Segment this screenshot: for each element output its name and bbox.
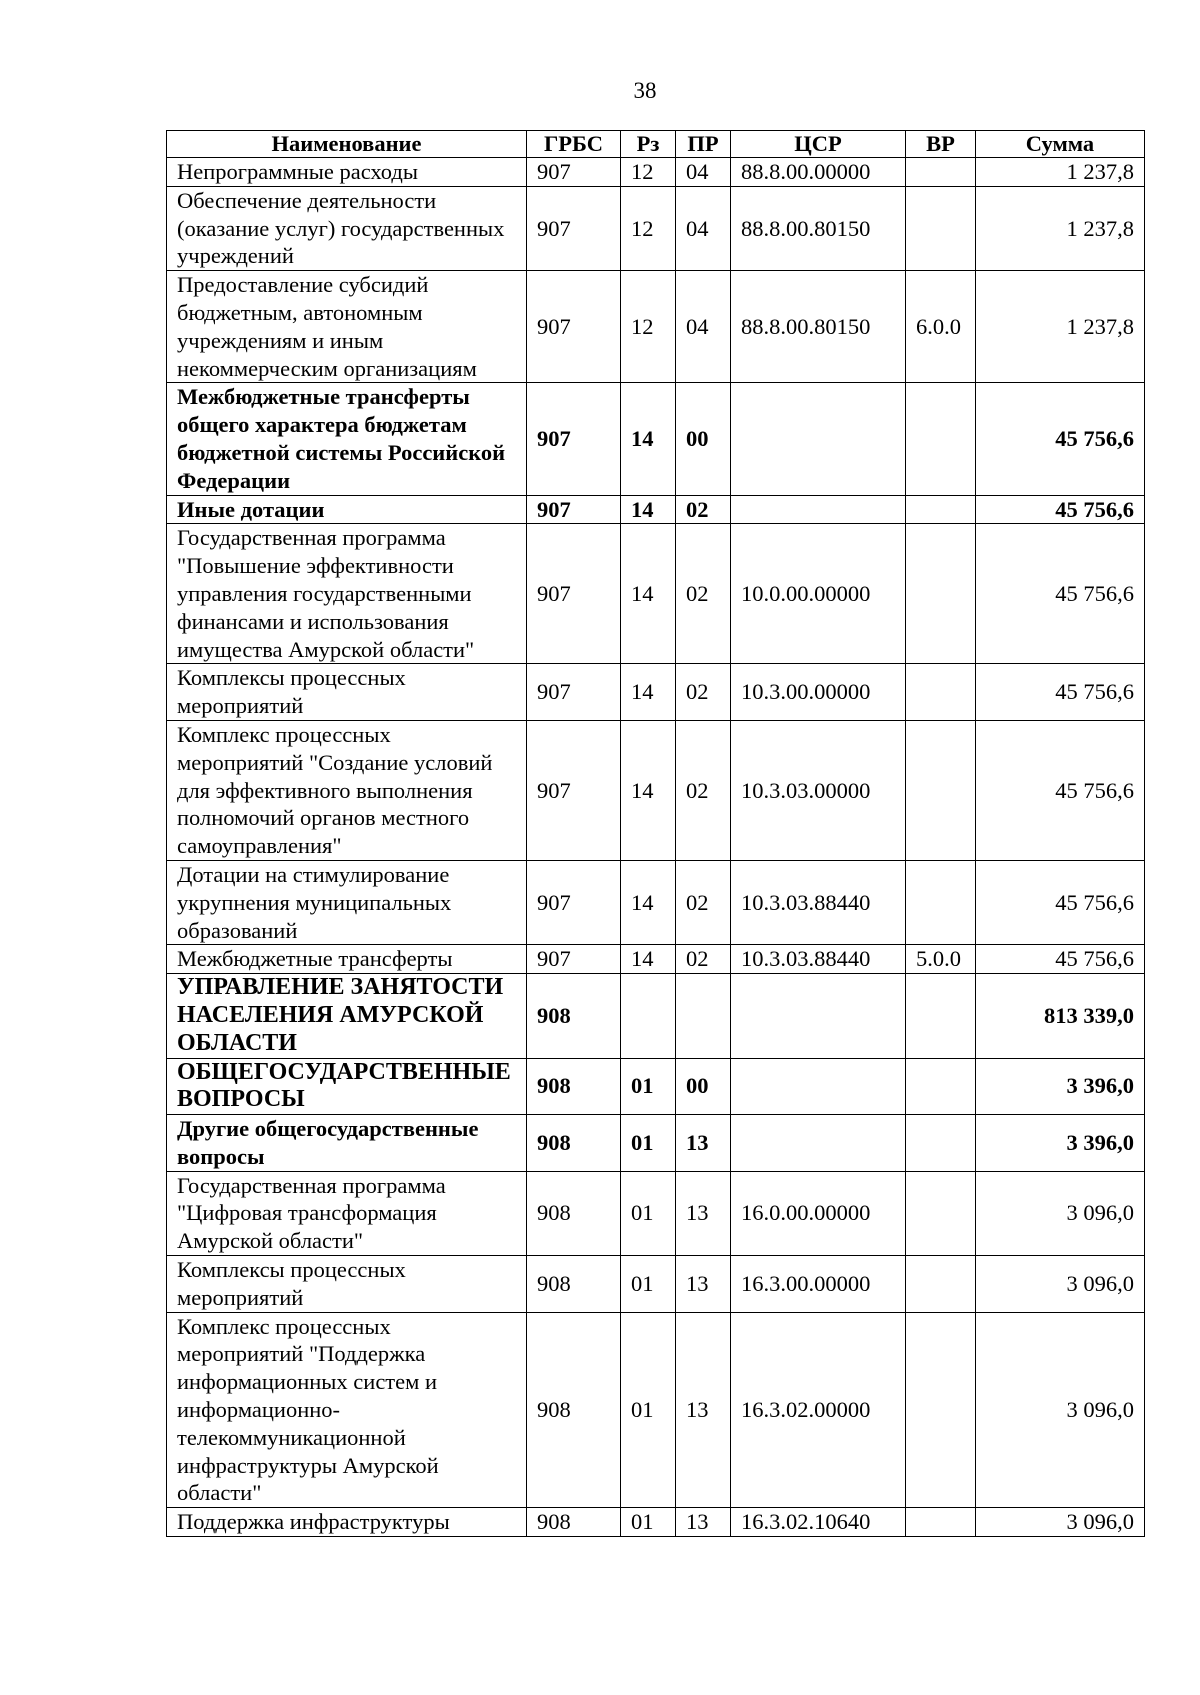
cell-grbs: 907: [527, 495, 621, 524]
cell-vr: [906, 1256, 976, 1313]
cell-rz: 01: [621, 1312, 676, 1508]
header-vr: ВР: [906, 131, 976, 158]
cell-grbs: 907: [527, 664, 621, 721]
table-row: [167, 974, 1145, 1058]
cell-pr: 04: [676, 158, 731, 187]
cell-pr: 02: [676, 664, 731, 721]
cell-csr: 88.8.00.80150: [731, 186, 906, 270]
table-row: [167, 664, 1145, 721]
cell-pr: 13: [676, 1115, 731, 1172]
cell-vr: [906, 860, 976, 944]
table-body: [167, 158, 1145, 1537]
cell-rz: 14: [621, 495, 676, 524]
cell-pr: 04: [676, 271, 731, 383]
cell-grbs: 907: [527, 186, 621, 270]
cell-csr: 16.3.02.00000: [731, 1312, 906, 1508]
table-row: [167, 1115, 1145, 1172]
cell-pr: 02: [676, 860, 731, 944]
cell-vr: [906, 1058, 976, 1115]
cell-pr: [676, 974, 731, 1058]
cell-sum: 45 756,6: [976, 664, 1145, 721]
table-row: [167, 1312, 1145, 1508]
table-row: [167, 1058, 1145, 1115]
cell-rz: 14: [621, 383, 676, 495]
cell-vr: [906, 974, 976, 1058]
cell-rz: 01: [621, 1171, 676, 1255]
cell-rz: 14: [621, 720, 676, 860]
cell-name: Комплекс процессных мероприятий "Поддержка информационных систем и информационно-телекоммуникационной инфраструктуры Амурской области": [167, 1312, 527, 1508]
cell-sum: 1 237,8: [976, 186, 1145, 270]
cell-csr: [731, 974, 906, 1058]
header-csr: ЦСР: [731, 131, 906, 158]
header-grbs: ГРБС: [527, 131, 621, 158]
cell-vr: [906, 1171, 976, 1255]
table-row: [167, 524, 1145, 664]
cell-rz: 01: [621, 1115, 676, 1172]
budget-table: [166, 130, 1145, 1537]
cell-pr: 02: [676, 720, 731, 860]
cell-rz: 12: [621, 186, 676, 270]
cell-vr: [906, 186, 976, 270]
cell-grbs: 908: [527, 1115, 621, 1172]
table-row: [167, 1171, 1145, 1255]
cell-grbs: 907: [527, 524, 621, 664]
cell-name: Государственная программа "Цифровая трансформация Амурской области": [167, 1171, 527, 1255]
cell-sum: 3 096,0: [976, 1256, 1145, 1313]
cell-name: Дотации на стимулирование укрупнения муниципальных образований: [167, 860, 527, 944]
cell-csr: 88.8.00.80150: [731, 271, 906, 383]
cell-sum: 3 096,0: [976, 1508, 1145, 1537]
cell-csr: 10.3.00.00000: [731, 664, 906, 721]
cell-grbs: 907: [527, 720, 621, 860]
cell-grbs: 908: [527, 1256, 621, 1313]
cell-name: Предоставление субсидий бюджетным, автономным учреждениям и иным некоммерческим организациям: [167, 271, 527, 383]
cell-sum: 45 756,6: [976, 720, 1145, 860]
cell-csr: 16.0.00.00000: [731, 1171, 906, 1255]
cell-name: Комплекс процессных мероприятий "Создание условий для эффективного выполнения полномочий органов местного самоуправления": [167, 720, 527, 860]
cell-name: Межбюджетные трансферты: [167, 945, 527, 974]
cell-sum: 3 396,0: [976, 1058, 1145, 1115]
cell-pr: 13: [676, 1256, 731, 1313]
table-row: [167, 945, 1145, 974]
cell-csr: [731, 1115, 906, 1172]
header-name: Наименование: [167, 131, 527, 158]
header-sum: Сумма: [976, 131, 1145, 158]
cell-grbs: 907: [527, 158, 621, 187]
cell-vr: [906, 524, 976, 664]
cell-grbs: 908: [527, 1171, 621, 1255]
cell-pr: 13: [676, 1508, 731, 1537]
cell-vr: 5.0.0: [906, 945, 976, 974]
cell-sum: 45 756,6: [976, 524, 1145, 664]
cell-sum: 813 339,0: [976, 974, 1145, 1058]
cell-sum: 1 237,8: [976, 158, 1145, 187]
table-row: [167, 271, 1145, 383]
cell-name: Поддержка инфраструктуры: [167, 1508, 527, 1537]
cell-csr: [731, 1058, 906, 1115]
cell-csr: 10.3.03.88440: [731, 945, 906, 974]
cell-grbs: 908: [527, 1058, 621, 1115]
cell-grbs: 907: [527, 945, 621, 974]
cell-sum: 45 756,6: [976, 495, 1145, 524]
cell-pr: 04: [676, 186, 731, 270]
cell-csr: 16.3.00.00000: [731, 1256, 906, 1313]
cell-grbs: 908: [527, 1508, 621, 1537]
cell-rz: 14: [621, 524, 676, 664]
header-rz: Рз: [621, 131, 676, 158]
cell-sum: 1 237,8: [976, 271, 1145, 383]
cell-grbs: 907: [527, 860, 621, 944]
cell-vr: [906, 1508, 976, 1537]
cell-csr: 88.8.00.00000: [731, 158, 906, 187]
table-row: [167, 186, 1145, 270]
cell-grbs: 907: [527, 383, 621, 495]
cell-name: Государственная программа "Повышение эффективности управления государственными финансами и использования имущества Амурской области": [167, 524, 527, 664]
cell-sum: 45 756,6: [976, 383, 1145, 495]
cell-pr: 02: [676, 524, 731, 664]
cell-pr: 02: [676, 945, 731, 974]
cell-rz: 14: [621, 945, 676, 974]
cell-name: Иные дотации: [167, 495, 527, 524]
table-row: [167, 720, 1145, 860]
cell-name: Комплексы процессных мероприятий: [167, 1256, 527, 1313]
table-row: [167, 860, 1145, 944]
cell-vr: [906, 1312, 976, 1508]
cell-grbs: 908: [527, 974, 621, 1058]
cell-grbs: 908: [527, 1312, 621, 1508]
cell-rz: 14: [621, 664, 676, 721]
cell-sum: 3 096,0: [976, 1171, 1145, 1255]
cell-csr: 10.3.03.00000: [731, 720, 906, 860]
cell-rz: [621, 974, 676, 1058]
cell-sum: 3 396,0: [976, 1115, 1145, 1172]
cell-sum: 3 096,0: [976, 1312, 1145, 1508]
cell-name: Обеспечение деятельности (оказание услуг) государственных учреждений: [167, 186, 527, 270]
cell-vr: [906, 1115, 976, 1172]
cell-name: Межбюджетные трансферты общего характера бюджетам бюджетной системы Российской Федерации: [167, 383, 527, 495]
table-row: [167, 158, 1145, 187]
cell-vr: [906, 664, 976, 721]
cell-csr: 16.3.02.10640: [731, 1508, 906, 1537]
cell-name: Комплексы процессных мероприятий: [167, 664, 527, 721]
cell-vr: 6.0.0: [906, 271, 976, 383]
cell-vr: [906, 383, 976, 495]
table-row: [167, 1256, 1145, 1313]
cell-rz: 12: [621, 158, 676, 187]
cell-pr: 00: [676, 383, 731, 495]
cell-pr: 13: [676, 1171, 731, 1255]
header-pr: ПР: [676, 131, 731, 158]
cell-vr: [906, 158, 976, 187]
cell-name: УПРАВЛЕНИЕ ЗАНЯТОСТИ НАСЕЛЕНИЯ АМУРСКОЙ ОБЛАСТИ: [167, 974, 527, 1058]
cell-grbs: 907: [527, 271, 621, 383]
table-header-row: [167, 131, 1145, 158]
cell-csr: 10.0.00.00000: [731, 524, 906, 664]
cell-csr: [731, 495, 906, 524]
cell-rz: 12: [621, 271, 676, 383]
cell-vr: [906, 720, 976, 860]
page-number: 38: [633, 78, 657, 103]
cell-name: ОБЩЕГОСУДАРСТВЕННЫЕ ВОПРОСЫ: [167, 1058, 527, 1115]
cell-name: Другие общегосударственные вопросы: [167, 1115, 527, 1172]
table-row: [167, 383, 1145, 495]
table-row: [167, 495, 1145, 524]
cell-rz: 01: [621, 1508, 676, 1537]
cell-sum: 45 756,6: [976, 945, 1145, 974]
cell-rz: 01: [621, 1256, 676, 1313]
cell-vr: [906, 495, 976, 524]
cell-rz: 01: [621, 1058, 676, 1115]
cell-pr: 13: [676, 1312, 731, 1508]
cell-name: Непрограммные расходы: [167, 158, 527, 187]
cell-pr: 00: [676, 1058, 731, 1115]
table-row: [167, 1508, 1145, 1537]
cell-csr: 10.3.03.88440: [731, 860, 906, 944]
cell-sum: 45 756,6: [976, 860, 1145, 944]
cell-csr: [731, 383, 906, 495]
cell-pr: 02: [676, 495, 731, 524]
cell-rz: 14: [621, 860, 676, 944]
